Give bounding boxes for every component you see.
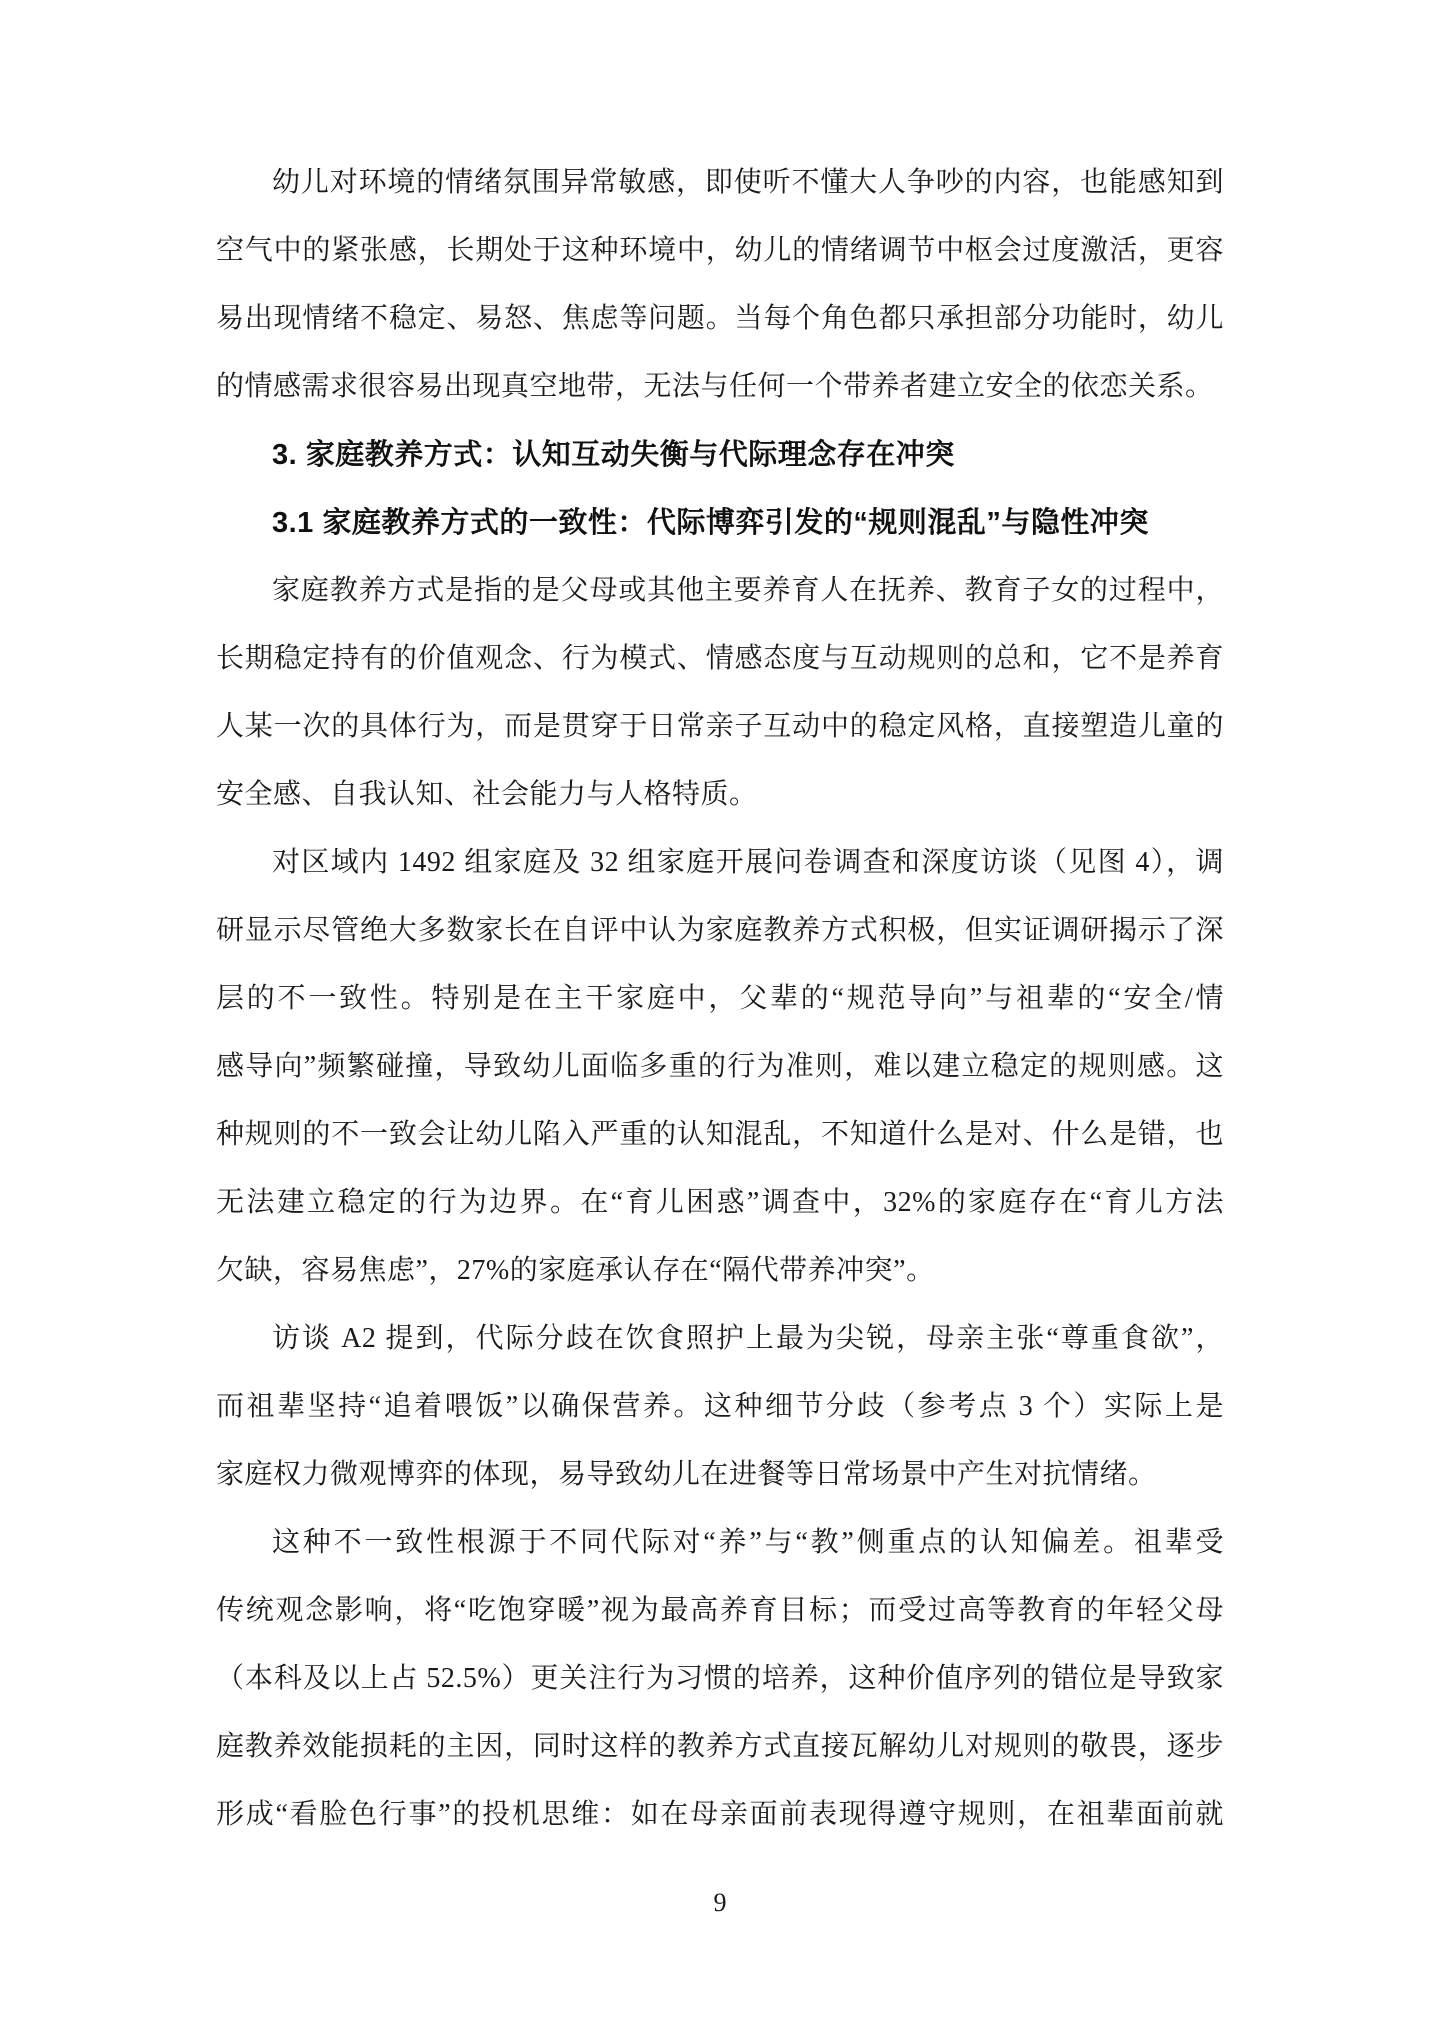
document-body (216, 149, 1224, 1849)
paragraph-line: 层的不一致性。特别是在主干家庭中，父辈的“规范导向”与祖辈的“安全/情 (216, 983, 1224, 1014)
paragraph-line: 无法建立稳定的行为边界。在“育儿困惑”调查中，32%的家庭存在“育儿方法 (216, 1187, 1224, 1218)
paragraph-line: 家庭权力微观博弈的体现，易导致幼儿在进餐等日常场景中产生对抗情绪。 (216, 1459, 1157, 1490)
paragraph-line: 传统观念影响，将“吃饱穿暖”视为最高养育目标；而受过高等教育的年轻父母 (216, 1595, 1224, 1626)
paragraph-line: 形成“看脸色行事”的投机思维：如在母亲面前表现得遵守规则，在祖辈面前就 (216, 1799, 1224, 1830)
paragraph-line: 这种不一致性根源于不同代际对“养”与“教”侧重点的认知偏差。祖辈受 (272, 1527, 1224, 1558)
paragraph-line: 种规则的不一致会让幼儿陷入严重的认知混乱，不知道什么是对、什么是错，也 (216, 1119, 1224, 1150)
paragraph-line: 欠缺，容易焦虑”，27%的家庭承认存在“隔代带养冲突”。 (216, 1255, 935, 1286)
paragraph-line: 易出现情绪不稳定、易怒、焦虑等问题。当每个角色都只承担部分功能时，幼儿 (216, 303, 1224, 334)
paragraph-line: 幼儿对环境的情绪氛围异常敏感，即使听不懂大人争吵的内容，也能感知到 (272, 167, 1224, 198)
paragraph-line: 人某一次的具体行为，而是贯穿于日常亲子互动中的稳定风格，直接塑造儿童的 (216, 711, 1224, 742)
paragraph-line: 空气中的紧张感，长期处于这种环境中，幼儿的情绪调节中枢会过度激活，更容 (216, 235, 1224, 266)
paragraph-line: 安全感、自我认知、社会能力与人格特质。 (216, 779, 758, 810)
paragraph-line: 对区域内 1492 组家庭及 32 组家庭开展问卷调查和深度访谈（见图 4），调 (272, 847, 1224, 878)
page-number: 9 (713, 1888, 727, 1917)
paragraph-line: 访谈 A2 提到，代际分歧在饮食照护上最为尖锐，母亲主张“尊重食欲”， (272, 1323, 1224, 1354)
paragraph-line: 感导向”频繁碰撞，导致幼儿面临多重的行为准则，难以建立稳定的规则感。这 (216, 1051, 1224, 1082)
paragraph-line: 长期稳定持有的价值观念、行为模式、情感态度与互动规则的总和，它不是养育 (216, 643, 1224, 674)
paragraph-line: 家庭教养方式是指的是父母或其他主要养育人在抚养、教育子女的过程中， (272, 575, 1224, 606)
paragraph-line: 研显示尽管绝大多数家长在自评中认为家庭教养方式积极，但实证调研揭示了深 (216, 915, 1224, 946)
paragraph-line: 庭教养效能损耗的主因，同时这样的教养方式直接瓦解幼儿对规则的敬畏，逐步 (216, 1731, 1224, 1762)
subsection-heading: 3.1 家庭教养方式的一致性：代际博弈引发的“规则混乱”与隐性冲突 (272, 507, 1149, 539)
paragraph-line: 的情感需求很容易出现真空地带，无法与任何一个带养者建立安全的依恋关系。 (216, 371, 1214, 402)
paragraph-line: 而祖辈坚持“追着喂饭”以确保营养。这种细节分歧（参考点 3 个）实际上是 (216, 1391, 1224, 1422)
section-heading: 3. 家庭教养方式：认知互动失衡与代际理念存在冲突 (272, 439, 955, 471)
paragraph-line: （本科及以上占 52.5%）更关注行为习惯的培养，这种价值序列的错位是导致家 (216, 1663, 1224, 1694)
